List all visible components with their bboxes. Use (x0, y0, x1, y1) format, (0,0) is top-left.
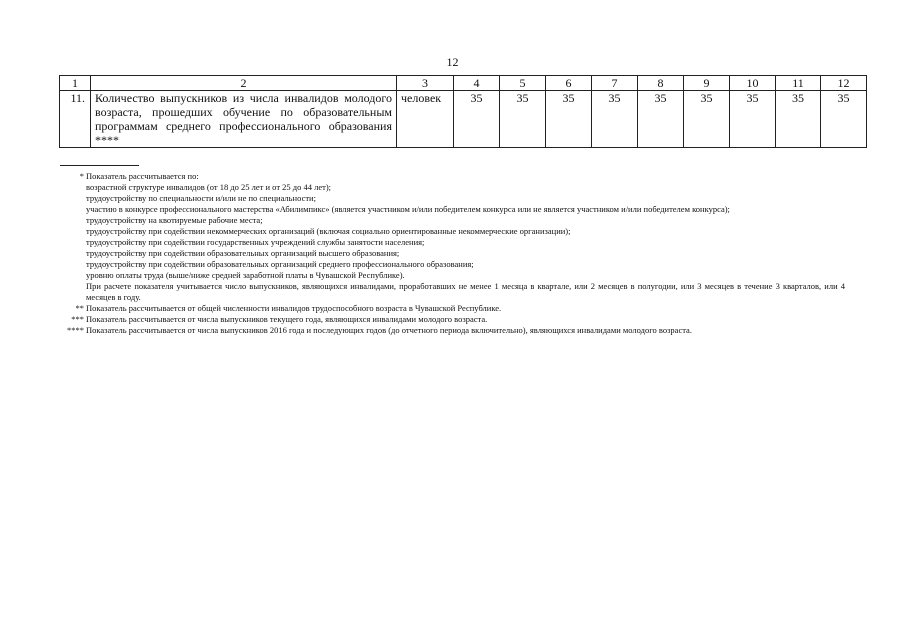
footnote-item: уровню оплаты труда (выше/ниже средней заработной платы в Чувашской Республике). (86, 270, 405, 280)
column-number-header: 6 (546, 76, 592, 91)
column-number-header: 4 (454, 76, 500, 91)
footnote-item: трудоустройству на квотируемые рабочие места; (86, 215, 263, 225)
footnote-item: трудоустройству при содействии некоммерческих организаций (включая социально ориентированные некоммерческие организации); (86, 226, 571, 236)
value-cell: 35 (821, 91, 867, 148)
footnote-text: Показатель рассчитывается от общей численности инвалидов трудоспособного возраста в Чувашской Республике. (86, 303, 502, 313)
footnote-item: участию в конкурсе профессионального мастерства «Абилимпикс» (является участником и/или победителем конкурса или не является участником и/или победителем конкурса); (86, 204, 730, 214)
column-number-header: 12 (821, 76, 867, 91)
footnote-item: трудоустройству по специальности и/или не по специальности; (86, 193, 316, 203)
footnote (59, 303, 845, 314)
unit-of-measure: человек (397, 91, 454, 148)
footnote-item: При расчете показателя учитывается число выпускников, являющихся инвалидами, проработавших не менее 1 месяца в квартале, или 2 месяцев в полугодии, или 3 месяцев в течение 3 кварталов, или 4 месяцев в году. (86, 281, 845, 302)
page-number: 12 (446, 55, 459, 69)
value-cell: 35 (730, 91, 776, 148)
value-cell: 35 (684, 91, 730, 148)
column-number-header: 10 (730, 76, 776, 91)
column-number-header: 11 (776, 76, 821, 91)
table-row (60, 91, 867, 148)
footnote-separator (60, 165, 139, 166)
indicator-table (59, 75, 867, 148)
footnote-text: Показатель рассчитывается от числа выпускников 2016 года и последующих годов (до отчетного периода включительно), являющихся инвалидами молодого возраста. (86, 325, 692, 335)
footnote-item: возрастной структуре инвалидов (от 18 до 25 лет и от 25 до 44 лет); (86, 182, 332, 192)
column-number-header: 7 (592, 76, 638, 91)
footnote-mark: *** (71, 314, 84, 324)
value-cell: 35 (776, 91, 821, 148)
column-number-header: 5 (500, 76, 546, 91)
row-number: 11. (60, 91, 91, 148)
indicator-name: Количество выпускников из числа инвалидов молодого возраста, прошедших обучение по образовательным программам среднего профессионального образования **** (91, 91, 397, 148)
value-cell: 35 (500, 91, 546, 148)
column-number-header: 3 (397, 76, 454, 91)
footnote-mark: ** (75, 303, 84, 313)
footnote-text: Показатель рассчитывается по: (86, 171, 199, 181)
value-cell: 35 (638, 91, 684, 148)
value-cell: 35 (546, 91, 592, 148)
footnote (59, 171, 845, 182)
footnotes (59, 171, 845, 336)
column-number-header: 1 (60, 76, 91, 91)
table-header-row (60, 76, 867, 91)
footnote-text: Показатель рассчитывается от числа выпускников текущего года, являющихся инвалидами молодого возраста. (86, 314, 488, 324)
footnote (59, 325, 845, 336)
footnote-mark: * (79, 171, 84, 181)
footnote-item: трудоустройству при содействии образовательных организаций среднего профессионального образования; (86, 259, 474, 269)
value-cell: 35 (454, 91, 500, 148)
column-number-header: 8 (638, 76, 684, 91)
column-number-header: 9 (684, 76, 730, 91)
footnote-item: трудоустройству при содействии образовательных организаций высшего образования; (86, 248, 400, 258)
footnote (59, 314, 845, 325)
footnote-mark: **** (67, 325, 84, 335)
value-cell: 35 (592, 91, 638, 148)
column-number-header: 2 (91, 76, 397, 91)
footnote-item: трудоустройству при содействии государственных учреждений службы занятости населения; (86, 237, 425, 247)
